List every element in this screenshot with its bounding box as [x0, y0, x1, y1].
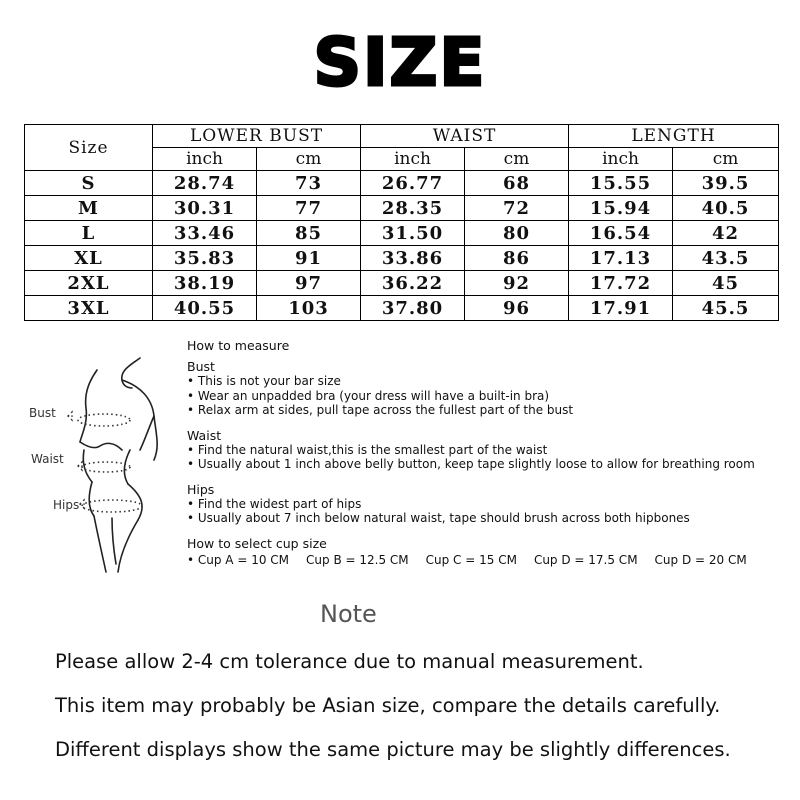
bust-heading: Bust [187, 359, 215, 374]
table-cell: 103 [257, 296, 361, 321]
hips-item: • Usually about 7 inch below natural waist, tape should brush across both hipbones [187, 511, 690, 525]
unit-header: cm [257, 148, 361, 171]
unit-header: inch [153, 148, 257, 171]
bust-item: • This is not your bar size [187, 374, 341, 388]
cup-size-item: Cup D = 20 CM [654, 552, 747, 567]
table-cell: 30.31 [153, 196, 257, 221]
table-cell: 92 [465, 271, 569, 296]
note-heading: Note [320, 600, 377, 628]
table-cell: 37.80 [361, 296, 465, 321]
waist-header: WAIST [361, 125, 569, 148]
waist-item: • Find the natural waist,this is the smallest part of the waist [187, 442, 548, 457]
table-row [25, 296, 779, 321]
hips-item: • Find the widest part of hips [187, 496, 362, 511]
note-line: This item may probably be Asian size, compare the details carefully. [55, 694, 721, 717]
table-cell: 28.35 [361, 196, 465, 221]
cup-size-item: Cup C = 15 CM [425, 552, 517, 567]
table-cell: 97 [257, 271, 361, 296]
table-cell: 80 [465, 221, 569, 246]
table-cell: 39.5 [673, 171, 779, 196]
size-cell: L [25, 221, 153, 246]
table-row [25, 271, 779, 296]
unit-header: inch [569, 148, 673, 171]
figure-label-waist: Waist [31, 452, 64, 466]
figure-label-bust: Bust [29, 406, 56, 420]
cup-size-item: Cup B = 12.5 CM [306, 552, 409, 567]
table-cell: 26.77 [361, 171, 465, 196]
length-header: LENGTH [569, 125, 779, 148]
table-cell: 91 [257, 246, 361, 271]
waist-item: • Usually about 1 inch above belly button, keep tape slightly loose to allow for breathing room [187, 457, 755, 471]
unit-header: cm [673, 148, 779, 171]
table-cell: 17.13 [569, 246, 673, 271]
table-cell: 72 [465, 196, 569, 221]
size-column-header: Size [25, 125, 153, 171]
table-row [25, 221, 779, 246]
unit-header: cm [465, 148, 569, 171]
table-row [25, 246, 779, 271]
note-line: Different displays show the same picture may be slightly differences. [55, 738, 731, 761]
table-cell: 45 [673, 271, 779, 296]
table-cell: 28.74 [153, 171, 257, 196]
table-cell: 15.94 [569, 196, 673, 221]
table-cell: 86 [465, 246, 569, 271]
cup-size-item: Cup D = 17.5 CM [533, 552, 638, 567]
hips-heading: Hips [187, 481, 215, 497]
lower-bust-header: LOWER BUST [153, 125, 361, 148]
table-cell: 16.54 [569, 221, 673, 246]
table-cell: 42 [673, 221, 779, 246]
page-title: SIZE [313, 24, 487, 101]
table-cell: 33.46 [153, 221, 257, 246]
table-cell: 68 [465, 171, 569, 196]
size-chart-table [24, 124, 779, 321]
table-header-groups [25, 125, 779, 148]
table-cell: 33.86 [361, 246, 465, 271]
bust-item: • Relax arm at sides, pull tape across the fullest part of the bust [187, 403, 574, 417]
table-cell: 40.55 [153, 296, 257, 321]
size-cell: 3XL [25, 296, 153, 321]
unit-header: inch [361, 148, 465, 171]
waist-heading: Waist [187, 427, 222, 443]
table-cell: 38.19 [153, 271, 257, 296]
table-cell: 96 [465, 296, 569, 321]
table-cell: 36.22 [361, 271, 465, 296]
table-cell: 17.72 [569, 271, 673, 296]
bust-item: • Wear an unpadded bra (your dress will have a built-in bra) [187, 388, 550, 403]
cup-size-item: • Cup A = 10 CM [187, 552, 290, 567]
body-measure-figure [22, 350, 182, 580]
table-cell: 77 [257, 196, 361, 221]
size-cell: M [25, 196, 153, 221]
table-cell: 85 [257, 221, 361, 246]
size-cell: 2XL [25, 271, 153, 296]
figure-label-hips: Hips [53, 498, 80, 512]
table-cell: 35.83 [153, 246, 257, 271]
cup-size-list [187, 553, 787, 567]
table-row [25, 196, 779, 221]
table-cell: 31.50 [361, 221, 465, 246]
note-line: Please allow 2-4 cm tolerance due to manual measurement. [55, 650, 644, 673]
table-cell: 45.5 [673, 296, 779, 321]
how-to-measure-heading: How to measure [187, 338, 290, 353]
how-to-measure-section [187, 338, 787, 567]
table-cell: 40.5 [673, 196, 779, 221]
cup-size-heading: How to select cup size [187, 535, 327, 551]
table-cell: 17.91 [569, 296, 673, 321]
table-row [25, 171, 779, 196]
table-cell: 73 [257, 171, 361, 196]
size-cell: XL [25, 246, 153, 271]
table-cell: 43.5 [673, 246, 779, 271]
size-cell: S [25, 171, 153, 196]
table-cell: 15.55 [569, 171, 673, 196]
